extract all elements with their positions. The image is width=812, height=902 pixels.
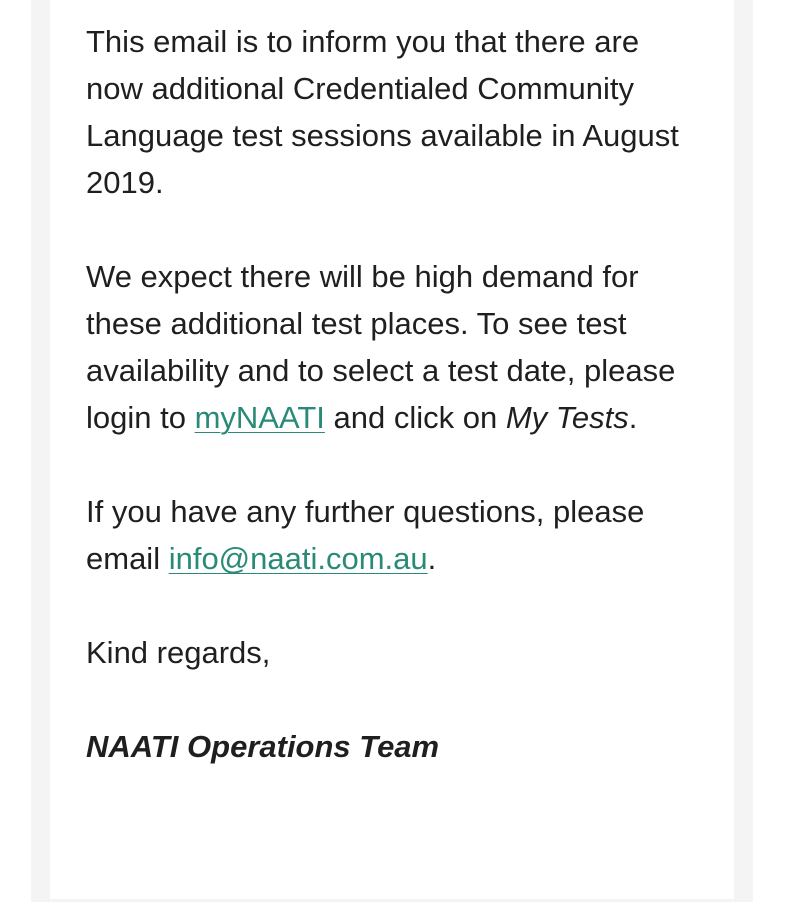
paragraph-demand-text-between: and click on [324,400,506,435]
paragraph-demand-end: . [628,400,638,435]
paragraph-demand [86,253,696,441]
paragraph-intro: This email is to inform you that there are now additional Credentialed Community Language test sessions available in August 2019. [86,24,679,200]
paragraph-questions-end: . [427,541,437,576]
closing-line: Kind regards, [86,635,271,670]
mynaati-link[interactable]: myNAATI [194,400,325,435]
paragraph-demand-text: We expect there will be high demand for these additional test places. To see test availability and to select a test date, please login to [86,259,676,435]
my-tests-emphasis: My Tests [505,400,629,435]
paragraph-questions-text: If you have any further questions, please email [86,494,645,576]
email-content [86,18,696,817]
info-email-link[interactable]: info@naati.com.au [168,541,428,576]
paragraph-questions [86,488,696,582]
signature: NAATI Operations Team [86,729,440,764]
